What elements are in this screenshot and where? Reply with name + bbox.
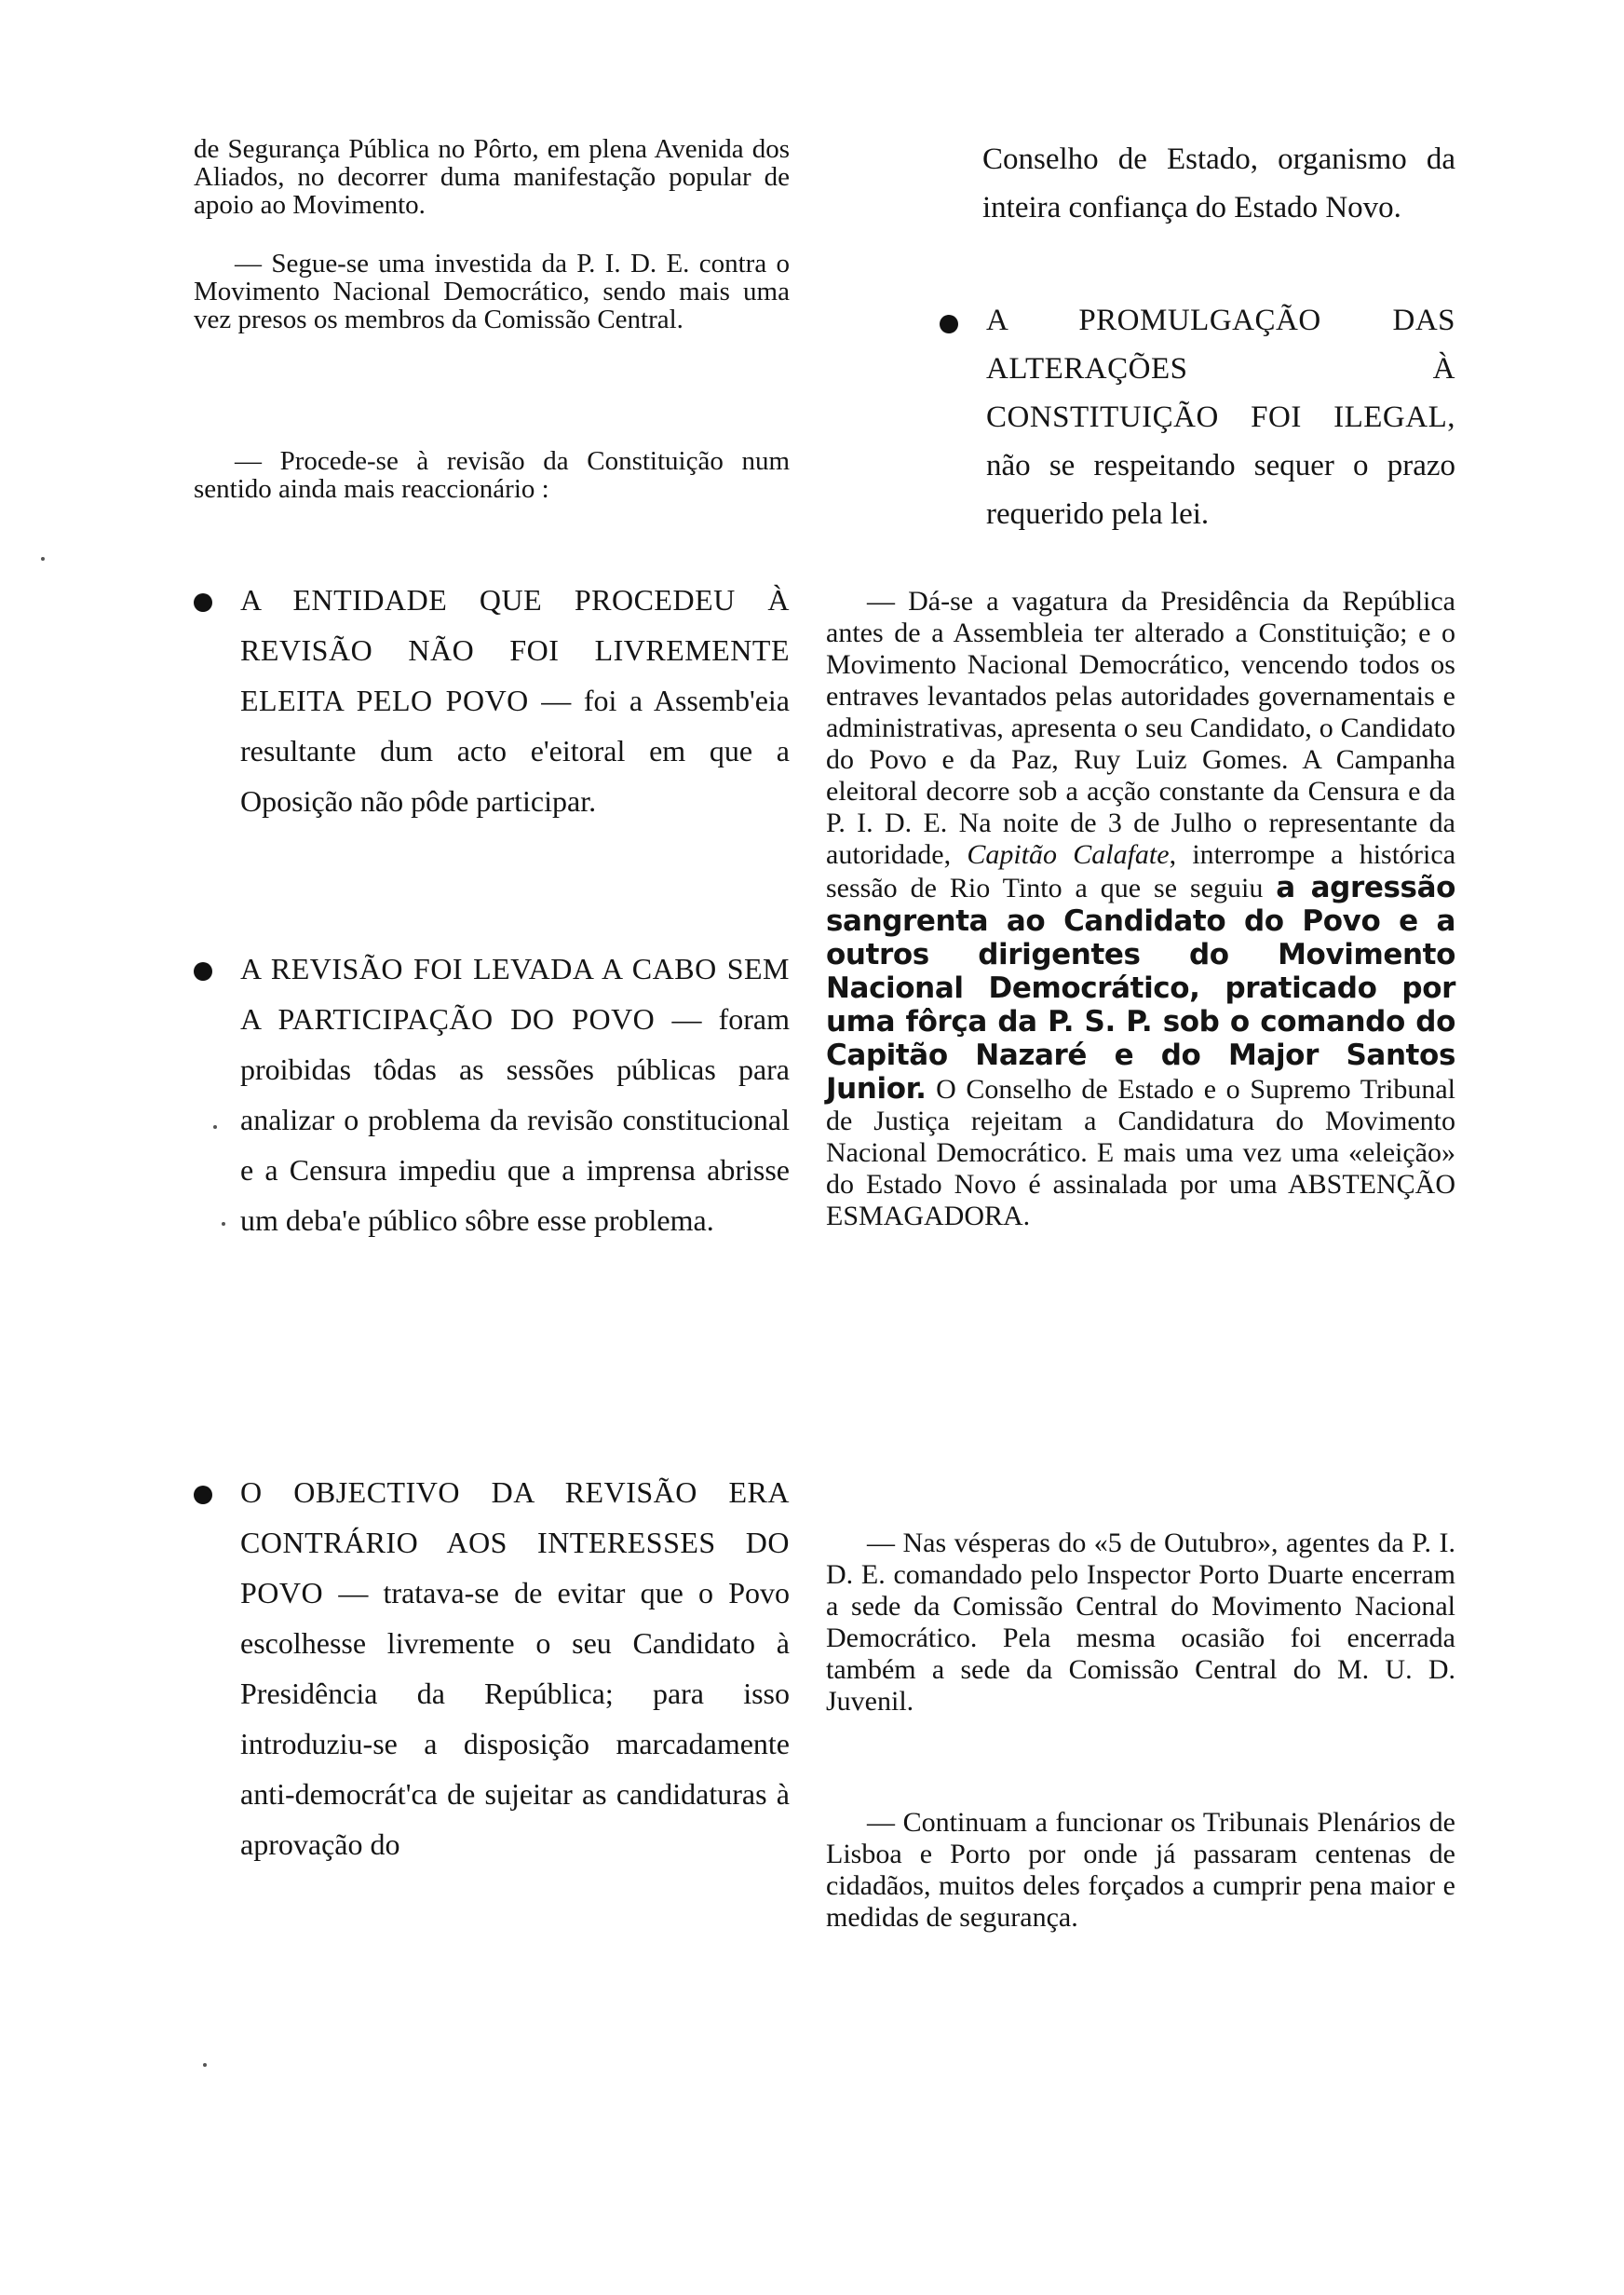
bullet-entidade-heading: A ENTIDADE QUE PROCEDEU À REVISÃO NÃO FOI LIVREMENTE ELEITA PELO POVO (240, 583, 790, 717)
bullet-dot-icon (940, 315, 958, 333)
paragraph-opening: de Segurança Pública no Pôrto, em plena Avenida dos Aliados, no decorrer duma manifestação popular de apoio ao Movimento. (194, 134, 790, 220)
campanha-text-1: — Dá-se a vagatura da Presidência da República antes de a Assembleia ter alterado a Constituição; e o Movimento Nacional Democrático, vencendo todos os entraves levantados pelas autoridades governamentais e administrativas, apresenta o seu Candidato, o Candidato do Povo e da Paz, Ruy Luiz Gomes. A Campanha eleitoral decorre sob a acção constante da Censura e da P. I. D. E. Na noite de 3 de Julho o representante da autoridade, (826, 586, 1455, 870)
paper-speck (222, 1222, 225, 1226)
bullet-revisao-povo-text: — foram proibidas tôdas as sessões públicas para analizar o problema da revisão constitucional e a Censura impediu que a imprensa abrisse um deba'e público sôbre esse problema. (240, 1002, 790, 1237)
bullet-revisao-povo-heading: A REVISÃO FOI LEVADA A CABO SEM A PARTICIPAÇÃO DO POVO (240, 952, 790, 1036)
bullet-revisao-povo (194, 944, 790, 1245)
paragraph-pide-investida: — Segue-se uma investida da P. I. D. E. contra o Movimento Nacional Democrático, sendo mais uma vez presos os membros da Comissão Central. (194, 249, 790, 334)
bullet-entidade-text: — foi a Assemb'eia resultante dum acto e'eitoral em que a Oposição não pôde participar. (240, 684, 790, 818)
paragraph-revisao: — Procede-se à revisão da Constituição num sentido ainda mais reaccionário : (194, 446, 790, 504)
bullet-objectivo (194, 1467, 790, 1869)
campanha-agressao-bold: a agressão sangrenta ao Candidato do Povo e a outros dirigentes do Movimento Nacional Democrático, praticado por uma fôrça da P. S. P. sob o comando do Capitão Nazaré e do Major Santos Junior. (826, 871, 1455, 1106)
campanha-text-3: O Conselho de Estado e o Supremo Tribunal de Justiça rejeitam a Candidatura do Movimento Nacional Democrático. E mais uma vez uma «eleição» do Estado Novo é assinalada por uma ABSTENÇÃO ESMAGADORA. (826, 1074, 1455, 1231)
campanha-text-2: , interrompe a histórica sessão de Rio Tinto a que se seguiu (826, 839, 1456, 903)
paper-speck (213, 1125, 217, 1129)
paper-speck (41, 557, 45, 561)
paper-speck (203, 2063, 207, 2067)
paragraph-conselho: Conselho de Estado, organismo da inteira confiança do Estado Novo. (982, 143, 1455, 224)
bullet-promulgacao-heading: A PROMULGAÇÃO DAS ALTERAÇÕES À CONSTITUIÇÃO FOI ILEGAL, (986, 304, 1455, 434)
bullet-dot-icon (194, 962, 212, 981)
campanha-capitao: Capitão Calafate (967, 839, 1170, 870)
bullet-entidade (194, 575, 790, 826)
paragraph-vesperas: — Nas vésperas do «5 de Outubro», agentes da P. I. D. E. comandado pelo Inspector Porto Duarte encerram a sede da Comissão Central do Movimento Nacional Democrático. Pela mesma ocasião foi encerrada também a sede da Comissão Central do M. U. D. Juvenil. (826, 1528, 1455, 1717)
bullet-dot-icon (194, 1486, 212, 1504)
paragraph-campanha (826, 586, 1455, 1232)
bullet-promulgacao (940, 296, 1455, 538)
bullet-objectivo-text: — tratava-se de evitar que o Povo escolhesse livremente o seu Candidato à Presidência da República; para isso introduziu-se a disposição marcadamente anti-democrát'ca de sujeitar as candidaturas à aprovação do (240, 1576, 790, 1861)
bullet-promulgacao-text: não se respeitando sequer o prazo requerido pela lei. (986, 449, 1455, 531)
paragraph-tribunais: — Continuam a funcionar os Tribunais Plenários de Lisboa e Porto por onde já passaram centenas de cidadãos, muitos deles forçados a cumprir pena maior e medidas de segurança. (826, 1807, 1455, 1933)
bullet-dot-icon (194, 593, 212, 612)
bullet-objectivo-heading: O OBJECTIVO DA REVISÃO ERA CONTRÁRIO AOS INTERESSES DO POVO (240, 1475, 790, 1609)
